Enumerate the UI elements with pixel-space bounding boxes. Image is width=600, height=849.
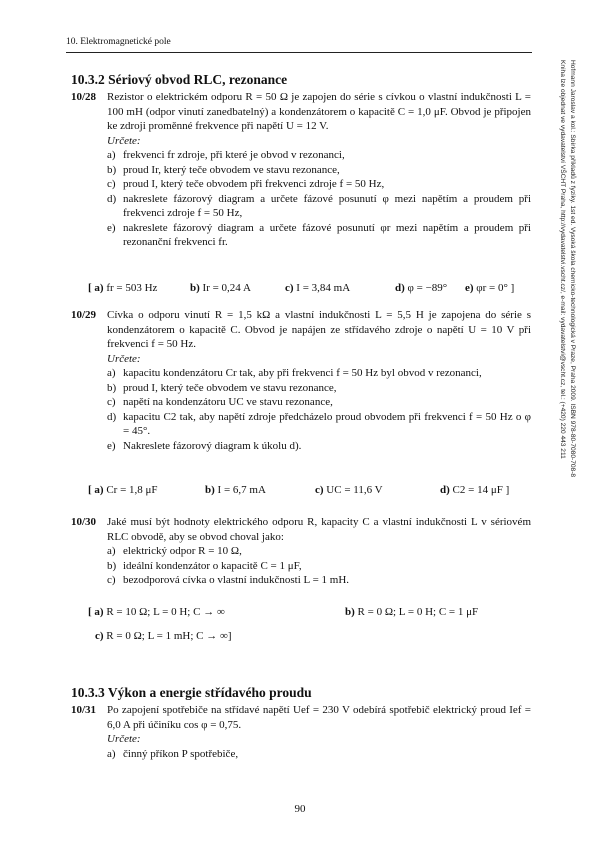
problem-text: Rezistor o elektrickém odporu R = 50 Ω je zapojen do série s cívkou o vlastní indukčnosti L = 100 mH (odpor vinutí zanedbatelný) a kondenzátorem o kapacitě C = 1,0 μF. Obvod je připojen ke zdroji proměnné frekvence při napětí U = 12 V. (107, 91, 531, 132)
answer-b: b) R = 0 Ω; L = 0 H; C = 1 μF (345, 606, 479, 618)
answer-c: c) I = 3,84 mA (285, 282, 351, 294)
answer-a: [ a) Cr = 1,8 μF (88, 484, 158, 496)
list-item: e) Nakreslete fázorový diagram k úkolu d). (107, 439, 302, 452)
answer-d: d) φ = −89° (395, 282, 448, 294)
section-title-rlc: 10.3.2 Sériový obvod RLC, rezonance (71, 72, 288, 87)
list-item: d) kapacitu C2 tak, aby napětí zdroje předcházelo proud obvodem při frekvenci f = 50 Hz o φ = 45°. (107, 410, 531, 437)
section-title-power: 10.3.3 Výkon a energie střídavého proudu (71, 685, 312, 700)
answer-d: d) C2 = 14 μF ] (440, 484, 510, 496)
header-rule (66, 52, 532, 53)
list-item: c) napětí na kondenzátoru UC ve stavu rezonance, (107, 396, 333, 408)
answer-a: [ a) R = 10 Ω; L = 0 H; C → ∞ (88, 606, 225, 618)
problem-text: Jaké musí být hodnoty elektrického odporu R, kapacity C a vlastní indukčnosti L v sériovém RLC obvodě, aby se obvod choval jako: (107, 516, 531, 543)
answer-c: c) UC = 11,6 V (315, 484, 383, 496)
list-item: b) ideální kondenzátor o kapacitě C = 1 μF, (107, 559, 302, 572)
list-item: e) nakreslete fázorový diagram a určete fázové posunutí φr mezi napětím a proudem při rezonanční frekvenci fr. (107, 221, 531, 248)
urcete-label: Určete: (107, 134, 141, 147)
problem-text: Po zapojení spotřebiče na střídavé napětí Uef = 230 V odebírá spotřebič elektrický proud Ief = 6,0 A při účiníku cos φ = 0,75. (107, 704, 531, 731)
urcete-label: Určete: (107, 352, 141, 365)
side-note (555, 60, 577, 620)
problem-10-30 (71, 515, 531, 588)
problem-number: 10/29 (71, 309, 97, 321)
side-note-line-2: Kniha lze objednat ve vydavatelství VŠCHT Praha, http://vydavatelstvi.vscht.cz/, e-mail: vydavatelstvi@vscht.cz, tel.: (+420) 220 443 211 (559, 60, 567, 459)
page-number: 90 (294, 803, 306, 815)
problem-number: 10/30 (71, 516, 97, 528)
side-note-line-1: Hofmann Jaroslav a kol.: Sbírka příkladů z fyziky. 1st ed. Vysoká škola chemicko-technologická v Praze, Praha 2009. ISBN 978-80-7080-708-8 (569, 60, 576, 478)
problem-10-29 (71, 308, 531, 453)
problem-10-28 (71, 90, 531, 250)
answer-b: b) Ir = 0,24 A (190, 282, 251, 294)
list-item: c) bezodporová cívka o vlastní indukčnosti L = 1 mH. (107, 574, 350, 586)
list-item: b) proud Ir, který teče obvodem ve stavu rezonance, (107, 163, 340, 176)
answer-b: b) I = 6,7 mA (205, 484, 266, 496)
list-item: d) nakreslete fázorový diagram a určete fázové posunutí φ mezi napětím a proudem při frekvenci zdroje f = 50 Hz, (107, 192, 531, 219)
urcete-label: Určete: (107, 733, 141, 745)
problem-number: 10/31 (71, 704, 97, 716)
list-item: b) proud I, který teče obvodem ve stavu rezonance, (107, 381, 337, 394)
answer-c: c) R = 0 Ω; L = 1 mH; C → ∞] (95, 630, 232, 642)
list-item: a) kapacitu kondenzátoru Cr tak, aby při frekvenci f = 50 Hz byl obvod v rezonanci, (107, 367, 482, 379)
problem-10-31 (71, 703, 531, 761)
problem-number: 10/28 (71, 91, 97, 103)
answer-a: [ a) fr = 503 Hz (88, 282, 158, 294)
problem-text: Cívka o odporu vinutí R = 1,5 kΩ a vlastní indukčnosti L = 5,5 H je zapojena do série s kondenzátorem o kapacitě C. Obvod je napájen ze střídavého zdroje o napětí U = 10 V při frekvenci f = 50 Hz. (107, 309, 531, 350)
list-item: a) frekvenci fr zdroje, při které je obvod v rezonanci, (107, 149, 345, 161)
running-header: 10. Elektromagnetické pole (66, 37, 171, 47)
list-item: c) proud I, který teče obvodem při frekvenci zdroje f = 50 Hz, (107, 178, 385, 190)
answer-e: e) φr = 0° ] (465, 282, 515, 294)
list-item: a) elektrický odpor R = 10 Ω, (107, 545, 242, 557)
list-item: a) činný příkon P spotřebiče, (107, 747, 239, 760)
